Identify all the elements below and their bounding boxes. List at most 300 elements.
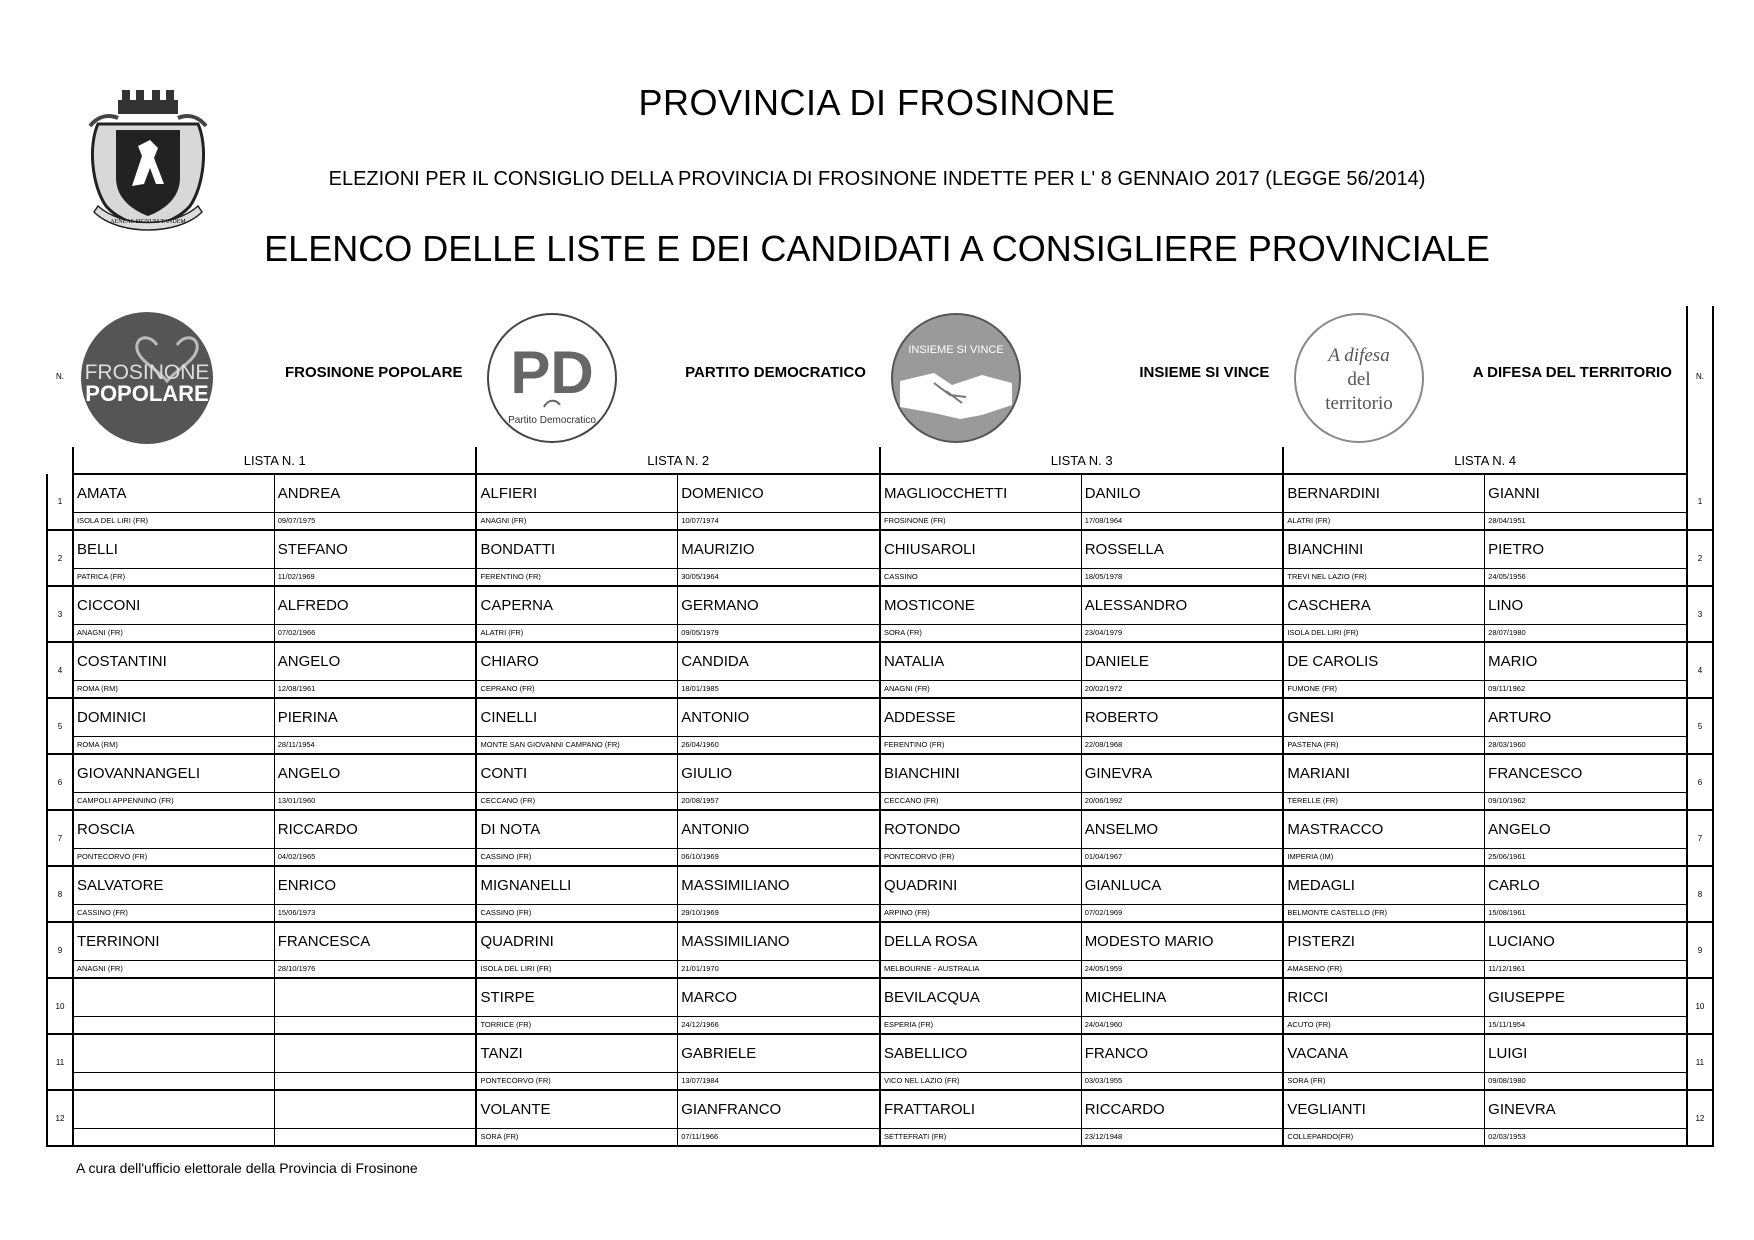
row-number: 2	[47, 530, 73, 586]
candidate-surname-cell	[880, 978, 1081, 1034]
candidate-surname-cell	[880, 1034, 1081, 1090]
birth-date: 15/06/1973	[275, 904, 476, 921]
candidate-surname: CASCHERA	[1287, 597, 1371, 614]
candidate-surname-cell	[73, 1034, 274, 1090]
row-number-right: 7	[1687, 810, 1713, 866]
candidate-name-cell	[1485, 642, 1687, 698]
row-number-right: 12	[1687, 1090, 1713, 1146]
list-1-name: FROSINONE POPOLARE	[284, 364, 463, 381]
candidate-name-cell	[1081, 978, 1283, 1034]
candidate-given-name: RICCARDO	[1084, 1101, 1165, 1118]
birth-date: 28/04/1951	[1485, 512, 1686, 529]
candidate-surname: COSTANTINI	[77, 653, 167, 670]
list-3-header	[880, 306, 1283, 447]
row-number-right: 5	[1687, 698, 1713, 754]
candidate-given-name: GABRIELE	[681, 1045, 757, 1062]
candidate-name-cell	[678, 698, 880, 754]
a-difesa-del-territorio-logo-icon	[1289, 311, 1429, 445]
birthplace	[74, 1072, 274, 1089]
candidate-surname: SABELLICO	[883, 1045, 968, 1062]
candidate-surname-cell	[476, 586, 677, 642]
candidate-given-name: ROBERTO	[1084, 709, 1159, 726]
birth-date: 13/01/1960	[275, 792, 476, 809]
birth-date: 11/02/1969	[275, 568, 476, 585]
candidate-given-name: ANGELO	[277, 765, 341, 782]
candidate-surname: CONTI	[480, 765, 528, 782]
row-number-right: 1	[1687, 474, 1713, 530]
birthplace: PONTECORVO (FR)	[74, 848, 274, 865]
candidate-surname: BEVILACQUA	[883, 989, 980, 1006]
birthplace: ALATRI (FR)	[1284, 512, 1484, 529]
candidate-surname: MOSTICONE	[883, 597, 975, 614]
table-row	[47, 586, 1713, 642]
birth-date: 26/04/1960	[678, 736, 879, 753]
birthplace: CASSINO (FR)	[477, 904, 677, 921]
candidate-surname: ALFIERI	[480, 485, 538, 502]
birth-date: 04/02/1965	[275, 848, 476, 865]
candidate-name-cell	[678, 586, 880, 642]
row-number: 12	[47, 1090, 73, 1146]
birthplace: TREVI NEL LAZIO (FR)	[1284, 568, 1484, 585]
table-row	[47, 1034, 1713, 1090]
birth-date: 02/03/1953	[1485, 1128, 1686, 1145]
candidate-name-cell	[678, 474, 880, 530]
birthplace: CASSINO	[881, 568, 1081, 585]
candidate-surname: VEGLIANTI	[1287, 1101, 1366, 1118]
birthplace: CAMPOLI APPENNINO (FR)	[74, 792, 274, 809]
birth-date: 29/10/1969	[678, 904, 879, 921]
row-number-right: 4	[1687, 642, 1713, 698]
candidate-surname-cell	[476, 698, 677, 754]
candidate-surname-cell	[1283, 978, 1484, 1034]
candidate-name-cell	[1485, 1034, 1687, 1090]
svg-text:AENEAS SIGNUM TANDEM: AENEAS SIGNUM TANDEM	[110, 219, 186, 225]
birth-date: 06/10/1969	[678, 848, 879, 865]
candidate-given-name: LINO	[1488, 597, 1524, 614]
birthplace: ANAGNI (FR)	[881, 680, 1081, 697]
candidate-surname-cell	[1283, 1034, 1484, 1090]
birth-date: 21/01/1970	[678, 960, 879, 977]
birthplace: FERENTINO (FR)	[477, 568, 677, 585]
candidate-surname: CICCONI	[77, 597, 141, 614]
birthplace: CASSINO (FR)	[74, 904, 274, 921]
birth-date: 07/02/1966	[275, 624, 476, 641]
birth-date: 22/08/1968	[1082, 736, 1283, 753]
candidate-name-cell	[1485, 866, 1687, 922]
candidate-name-cell	[1081, 866, 1283, 922]
candidate-given-name: ANTONIO	[681, 821, 750, 838]
candidate-surname-cell	[1283, 698, 1484, 754]
birth-date: 17/08/1964	[1082, 512, 1283, 529]
candidate-given-name: GIUSEPPE	[1488, 989, 1565, 1006]
candidate-surname: BERNARDINI	[1287, 485, 1380, 502]
candidate-surname-cell	[1283, 530, 1484, 586]
candidate-given-name: ANTONIO	[681, 709, 750, 726]
candidate-given-name: MARIO	[1488, 653, 1538, 670]
candidate-given-name: ARTURO	[1488, 709, 1552, 726]
row-number: 3	[47, 586, 73, 642]
candidate-given-name: GERMANO	[681, 597, 759, 614]
candidate-surname-cell	[880, 474, 1081, 530]
candidate-surname: DELLA ROSA	[883, 933, 978, 950]
candidate-surname: TANZI	[480, 1045, 523, 1062]
birth-date: 28/11/1954	[275, 736, 476, 753]
candidate-surname: GIOVANNANGELI	[77, 765, 201, 782]
list-3-label: LISTA N. 3	[880, 447, 1283, 474]
candidate-surname-cell	[880, 530, 1081, 586]
candidate-given-name: MARCO	[681, 989, 738, 1006]
candidate-surname: FRATTAROLI	[883, 1101, 976, 1118]
page-title: PROVINCIA DI FROSINONE	[638, 82, 1116, 123]
svg-text:A difesa: A difesa	[1328, 345, 1391, 366]
candidate-surname-cell	[880, 698, 1081, 754]
candidate-surname-cell	[476, 922, 677, 978]
candidate-surname: PISTERZI	[1287, 933, 1355, 950]
candidate-given-name: PIERINA	[277, 709, 338, 726]
candidate-name-cell	[1081, 530, 1283, 586]
candidate-surname: MEDAGLI	[1287, 877, 1355, 894]
row-number-right: 3	[1687, 586, 1713, 642]
candidate-surname-cell	[1283, 1090, 1484, 1146]
candidate-given-name: FRANCO	[1084, 1045, 1149, 1062]
birth-date: 18/01/1985	[678, 680, 879, 697]
list-2-label: LISTA N. 2	[476, 447, 879, 474]
column-n-label-right: N.	[1687, 306, 1713, 447]
list-1-label: LISTA N. 1	[73, 447, 476, 474]
candidate-name-cell	[274, 866, 476, 922]
birth-date: 09/08/1980	[1485, 1072, 1686, 1089]
birthplace: ALATRI (FR)	[477, 624, 677, 641]
svg-text:territorio: territorio	[1325, 393, 1394, 414]
candidate-given-name: MASSIMILIANO	[681, 933, 790, 950]
birthplace: ISOLA DEL LIRI (FR)	[1284, 624, 1484, 641]
candidate-name-cell	[678, 866, 880, 922]
birthplace: ANAGNI (FR)	[477, 512, 677, 529]
birthplace: TORRICE (FR)	[477, 1016, 677, 1033]
birth-date: 11/12/1961	[1485, 960, 1686, 977]
birthplace: CASSINO (FR)	[477, 848, 677, 865]
birthplace: PONTECORVO (FR)	[477, 1072, 677, 1089]
candidate-surname: SALVATORE	[77, 877, 164, 894]
candidate-given-name: GIANFRANCO	[681, 1101, 782, 1118]
candidate-surname-cell	[1283, 866, 1484, 922]
candidate-given-name: CARLO	[1488, 877, 1540, 894]
candidate-surname-cell	[476, 978, 677, 1034]
table-row	[47, 754, 1713, 810]
candidate-name-cell	[1081, 586, 1283, 642]
candidate-surname: BIANCHINI	[883, 765, 960, 782]
partito-democratico-logo-icon	[482, 311, 622, 445]
candidate-surname: BIANCHINI	[1287, 541, 1364, 558]
candidate-surname-cell	[880, 810, 1081, 866]
candidate-surname-cell	[476, 474, 677, 530]
candidate-surname-cell	[73, 698, 274, 754]
candidate-name-cell	[274, 978, 476, 1034]
birth-date: 18/05/1978	[1082, 568, 1283, 585]
birth-date: 28/03/1960	[1485, 736, 1686, 753]
birthplace: ANAGNI (FR)	[74, 960, 274, 977]
candidate-name-cell	[678, 978, 880, 1034]
candidate-surname-cell	[880, 586, 1081, 642]
svg-text:PD: PD	[510, 339, 595, 406]
candidate-surname-cell	[880, 922, 1081, 978]
candidate-surname-cell	[73, 474, 274, 530]
birth-date: 10/07/1974	[678, 512, 879, 529]
birthplace: MELBOURNE - AUSTRALIA	[881, 960, 1081, 977]
candidate-given-name: ANSELMO	[1084, 821, 1159, 838]
candidate-given-name: ANDREA	[277, 485, 341, 502]
table-row	[47, 698, 1713, 754]
birth-date: 20/08/1957	[678, 792, 879, 809]
birthplace: AMASENO (FR)	[1284, 960, 1484, 977]
candidate-given-name: ALESSANDRO	[1084, 597, 1188, 614]
list-4-label: LISTA N. 4	[1283, 447, 1686, 474]
candidate-surname: ROSCIA	[77, 821, 135, 838]
candidate-given-name: ALFREDO	[277, 597, 349, 614]
candidate-name-cell	[1081, 642, 1283, 698]
candidate-given-name: MICHELINA	[1084, 989, 1167, 1006]
candidate-surname-cell	[880, 866, 1081, 922]
row-number-right: 9	[1687, 922, 1713, 978]
candidate-surname-cell	[880, 642, 1081, 698]
list-1-header	[73, 306, 476, 447]
candidate-name-cell	[1081, 1034, 1283, 1090]
candidate-surname-cell	[73, 754, 274, 810]
candidate-name-cell	[1081, 922, 1283, 978]
candidate-name-cell	[678, 530, 880, 586]
candidate-name-cell	[678, 1090, 880, 1146]
birth-date: 03/03/1955	[1082, 1072, 1283, 1089]
birth-date: 15/11/1954	[1485, 1016, 1686, 1033]
birth-date: 12/08/1961	[275, 680, 476, 697]
row-number: 1	[47, 474, 73, 530]
birthplace: ARPINO (FR)	[881, 904, 1081, 921]
candidate-surname: VACANA	[1287, 1045, 1348, 1062]
birth-date: 24/05/1956	[1485, 568, 1686, 585]
birth-date	[275, 1016, 476, 1033]
birth-date: 09/11/1962	[1485, 680, 1686, 697]
candidate-name-cell	[1485, 698, 1687, 754]
candidate-name-cell	[678, 642, 880, 698]
candidate-given-name: MODESTO MARIO	[1084, 933, 1214, 950]
birthplace	[74, 1016, 274, 1033]
candidate-name-cell	[1485, 754, 1687, 810]
candidate-given-name: MAURIZIO	[681, 541, 755, 558]
province-crest-icon	[88, 86, 208, 236]
list-2-header	[476, 306, 879, 447]
list-labels-row	[47, 447, 1713, 474]
candidate-given-name: GIANNI	[1488, 485, 1540, 502]
candidate-name-cell	[1485, 530, 1687, 586]
candidate-given-name: ENRICO	[277, 877, 337, 894]
birth-date: 24/04/1960	[1082, 1016, 1283, 1033]
candidate-name-cell	[274, 810, 476, 866]
birth-date: 07/11/1966	[678, 1128, 879, 1145]
candidate-surname-cell	[476, 810, 677, 866]
birthplace: SETTEFRATI (FR)	[881, 1128, 1081, 1145]
candidate-name-cell	[1081, 1090, 1283, 1146]
candidate-surname-cell	[1283, 810, 1484, 866]
candidate-name-cell	[274, 922, 476, 978]
birth-date: 25/06/1961	[1485, 848, 1686, 865]
table-row	[47, 530, 1713, 586]
birthplace: FERENTINO (FR)	[881, 736, 1081, 753]
row-number: 5	[47, 698, 73, 754]
candidate-surname-cell	[476, 1090, 677, 1146]
birthplace: CEPRANO (FR)	[477, 680, 677, 697]
list-logos-row	[47, 306, 1713, 447]
birthplace: MONTE SAN GIOVANNI CAMPANO (FR)	[477, 736, 677, 753]
candidate-name-cell	[274, 642, 476, 698]
candidate-name-cell	[1485, 922, 1687, 978]
birth-date: 30/05/1964	[678, 568, 879, 585]
candidate-surname-cell	[476, 530, 677, 586]
candidate-name-cell	[678, 810, 880, 866]
candidate-name-cell	[1081, 810, 1283, 866]
candidate-name-cell	[274, 474, 476, 530]
candidate-surname: DI NOTA	[480, 821, 541, 838]
candidate-surname-cell	[73, 922, 274, 978]
row-number-right: 11	[1687, 1034, 1713, 1090]
candidate-surname-cell	[476, 754, 677, 810]
birthplace: PASTENA (FR)	[1284, 736, 1484, 753]
candidate-surname-cell	[880, 1090, 1081, 1146]
birth-date: 23/12/1948	[1082, 1128, 1283, 1145]
list-4-name: A DIFESA DEL TERRITORIO	[1472, 364, 1672, 381]
candidate-surname: BELLI	[77, 541, 118, 558]
candidate-surname: CINELLI	[480, 709, 538, 726]
candidate-surname-cell	[476, 642, 677, 698]
candidate-given-name: FRANCESCA	[277, 933, 371, 950]
candidate-surname: MAGLIOCCHETTI	[883, 485, 1008, 502]
candidate-surname: ADDESSE	[883, 709, 956, 726]
birthplace: FUMONE (FR)	[1284, 680, 1484, 697]
candidate-given-name: GIANLUCA	[1084, 877, 1162, 894]
candidate-surname-cell	[73, 530, 274, 586]
candidate-surname-cell	[1283, 474, 1484, 530]
candidate-surname-cell	[73, 866, 274, 922]
candidate-given-name: GINEVRA	[1488, 1101, 1556, 1118]
list-3-name: INSIEME SI VINCE	[1139, 364, 1270, 381]
birth-date: 24/12/1966	[678, 1016, 879, 1033]
candidate-given-name: GIULIO	[681, 765, 733, 782]
birthplace: SORA (FR)	[881, 624, 1081, 641]
birth-date: 28/10/1976	[275, 960, 476, 977]
candidate-name-cell	[678, 754, 880, 810]
table-row	[47, 474, 1713, 530]
election-subtitle: ELEZIONI PER IL CONSIGLIO DELLA PROVINCIA DI FROSINONE INDETTE PER L' 8 GENNAIO 2017 (LEGGE 56/2014)	[328, 168, 1426, 190]
candidate-surname-cell	[1283, 586, 1484, 642]
table-row	[47, 810, 1713, 866]
candidate-name-cell	[274, 530, 476, 586]
birth-date: 28/07/1980	[1485, 624, 1686, 641]
candidate-given-name: LUCIANO	[1488, 933, 1555, 950]
insieme-si-vince-logo-icon	[886, 311, 1026, 445]
birthplace: SORA (FR)	[1284, 1072, 1484, 1089]
birth-date: 09/10/1962	[1485, 792, 1686, 809]
table-row	[47, 978, 1713, 1034]
candidate-surname-cell	[1283, 922, 1484, 978]
candidate-surname: TERRINONI	[77, 933, 160, 950]
candidate-surname-cell	[476, 866, 677, 922]
birth-date: 01/04/1967	[1082, 848, 1283, 865]
table-row	[47, 1090, 1713, 1146]
svg-text:del: del	[1347, 369, 1372, 390]
candidate-surname: VOLANTE	[480, 1101, 551, 1118]
candidate-name-cell	[274, 754, 476, 810]
birthplace: FROSINONE (FR)	[881, 512, 1081, 529]
candidate-name-cell	[1485, 810, 1687, 866]
candidate-given-name: ANGELO	[277, 653, 341, 670]
birthplace: BELMONTE CASTELLO (FR)	[1284, 904, 1484, 921]
birthplace: ACUTO (FR)	[1284, 1016, 1484, 1033]
footer-note: A cura dell'ufficio elettorale della Provincia di Frosinone	[76, 1160, 418, 1176]
row-number: 4	[47, 642, 73, 698]
row-number: 6	[47, 754, 73, 810]
candidate-surname-cell	[73, 1090, 274, 1146]
candidate-name-cell	[274, 1090, 476, 1146]
candidate-surname-cell	[73, 978, 274, 1034]
candidate-surname: MARIANI	[1287, 765, 1350, 782]
candidate-surname-cell	[476, 1034, 677, 1090]
candidate-surname-cell	[1283, 642, 1484, 698]
row-number-right: 10	[1687, 978, 1713, 1034]
candidate-given-name: STEFANO	[277, 541, 348, 558]
candidate-surname-cell	[73, 586, 274, 642]
table-row	[47, 642, 1713, 698]
candidate-name-cell	[1081, 698, 1283, 754]
candidate-name-cell	[1485, 1090, 1687, 1146]
candidate-name-cell	[1485, 586, 1687, 642]
candidate-given-name: RICCARDO	[277, 821, 358, 838]
candidate-given-name: LUIGI	[1488, 1045, 1528, 1062]
birthplace: VICO NEL LAZIO (FR)	[881, 1072, 1081, 1089]
birthplace: ESPERIA (FR)	[881, 1016, 1081, 1033]
candidate-given-name: ROSSELLA	[1084, 541, 1164, 558]
candidate-name-cell	[1485, 978, 1687, 1034]
candidate-surname: RICCI	[1287, 989, 1329, 1006]
birth-date: 20/06/1992	[1082, 792, 1283, 809]
birthplace: ISOLA DEL LIRI (FR)	[74, 512, 274, 529]
candidate-surname: DE CAROLIS	[1287, 653, 1379, 670]
row-number: 7	[47, 810, 73, 866]
candidate-surname: NATALIA	[883, 653, 945, 670]
candidates-table	[46, 306, 1714, 1147]
candidate-surname: QUADRINI	[480, 933, 554, 950]
candidate-given-name: CANDIDA	[681, 653, 749, 670]
candidate-name-cell	[274, 586, 476, 642]
row-number-right: 2	[1687, 530, 1713, 586]
candidate-surname: BONDATTI	[480, 541, 556, 558]
candidate-surname-cell	[880, 754, 1081, 810]
candidate-name-cell	[678, 1034, 880, 1090]
table-row	[47, 922, 1713, 978]
candidate-name-cell	[274, 1034, 476, 1090]
candidate-surname: MASTRACCO	[1287, 821, 1384, 838]
birth-date: 07/02/1969	[1082, 904, 1283, 921]
birth-date: 09/07/1975	[275, 512, 476, 529]
list-2-name: PARTITO DEMOCRATICO	[685, 364, 866, 381]
birthplace: ISOLA DEL LIRI (FR)	[477, 960, 677, 977]
birth-date: 15/08/1961	[1485, 904, 1686, 921]
birth-date	[275, 1128, 476, 1145]
candidate-name-cell	[274, 698, 476, 754]
birthplace: ROMA (RM)	[74, 680, 274, 697]
birth-date: 23/04/1979	[1082, 624, 1283, 641]
birthplace: IMPERIA (IM)	[1284, 848, 1484, 865]
birth-date: 24/05/1959	[1082, 960, 1283, 977]
birthplace: CECCANO (FR)	[881, 792, 1081, 809]
